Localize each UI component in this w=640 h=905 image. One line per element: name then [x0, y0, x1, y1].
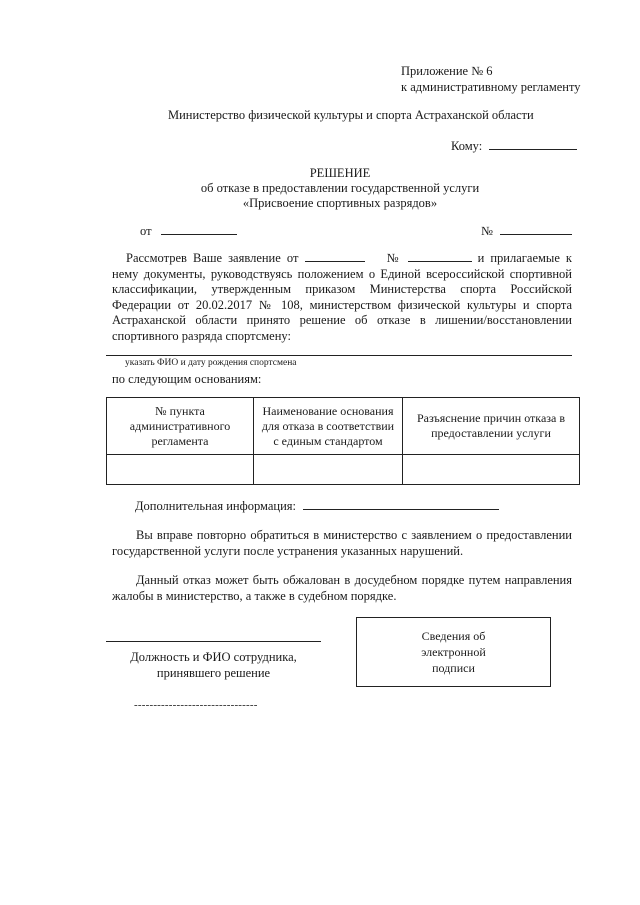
- appeal-paragraph: Данный отказ может быть обжалован в досудебном порядке путем направления жалобы в министерство, а также в судебном порядке.: [112, 573, 572, 603]
- paragraph-rest: и прилагаемые к нему документы, руководствуясь положением о Единой всероссийской спортивной классификации, утвержденным приказом Министерства спорта Российской Федерации от 20.02.2017 № 108, министерством физической культуры и спорта Астраханской области принято решение об отказе в лишении/восстановлении спортивного разряда спортсмену:: [112, 251, 573, 343]
- athlete-underline: [106, 355, 572, 356]
- header-regulation-item: № пункта административного регламента: [107, 398, 254, 455]
- date-label: от: [140, 224, 152, 238]
- esign-line-1: Сведения об: [421, 629, 486, 643]
- header-reason-name: Наименование основания для отказа в соответствии с единым стандартом: [254, 398, 403, 455]
- date-blank: [161, 224, 237, 235]
- esign-line-3: подписи: [432, 661, 475, 675]
- footer-separator: --------------------------------: [134, 699, 258, 711]
- addressee-blank: [489, 139, 577, 150]
- grounds-label: по следующим основаниям:: [112, 372, 262, 386]
- decision-title: РЕШЕНИЕ: [309, 166, 371, 180]
- application-date-blank: [305, 251, 365, 262]
- reasons-table: [106, 397, 580, 485]
- header-explanation: Разъяснение причин отказа в предоставлении услуги: [403, 398, 580, 455]
- table-cell: [403, 455, 580, 485]
- esign-line-2: электронной: [421, 645, 486, 659]
- signature-caption-1: Должность и ФИО сотрудника,: [130, 650, 297, 664]
- addressee-line: [451, 139, 577, 154]
- decision-subtitle-1: об отказе в предоставлении государственной услуги: [200, 181, 480, 195]
- number-line: [481, 224, 572, 239]
- signature-caption-2: принявшего решение: [156, 666, 271, 680]
- to-label: Кому:: [451, 139, 483, 153]
- paragraph-no: №: [386, 251, 402, 265]
- athlete-hint: указать ФИО и дату рождения спортсмена: [125, 358, 297, 368]
- paragraph-start: Рассмотрев Ваше заявление от: [126, 251, 299, 265]
- additional-info-blank: [303, 499, 499, 510]
- ministry-name: Министерство физической культуры и спорта Астраханской области: [168, 108, 534, 122]
- table-cell: [107, 455, 254, 485]
- esign-box: [356, 617, 551, 687]
- main-paragraph: [112, 251, 572, 344]
- number-label: №: [481, 224, 493, 238]
- signature-underline: [106, 641, 321, 642]
- table-row: [107, 455, 580, 485]
- reapply-paragraph: Вы вправе повторно обратиться в министерство с заявлением о предоставлении государственной услуги после устранения указанных нарушений.: [112, 528, 572, 558]
- table-cell: [254, 455, 403, 485]
- additional-info-label: Дополнительная информация:: [135, 499, 296, 513]
- application-number-blank: [408, 251, 472, 262]
- date-line: [140, 224, 237, 239]
- appendix-reference: к административному регламенту: [401, 80, 581, 94]
- additional-info-line: [135, 499, 499, 514]
- number-blank: [500, 224, 572, 235]
- appendix-number: Приложение № 6: [401, 64, 493, 78]
- decision-subtitle-2: «Присвоение спортивных разрядов»: [242, 196, 438, 210]
- table-header-row: [107, 398, 580, 455]
